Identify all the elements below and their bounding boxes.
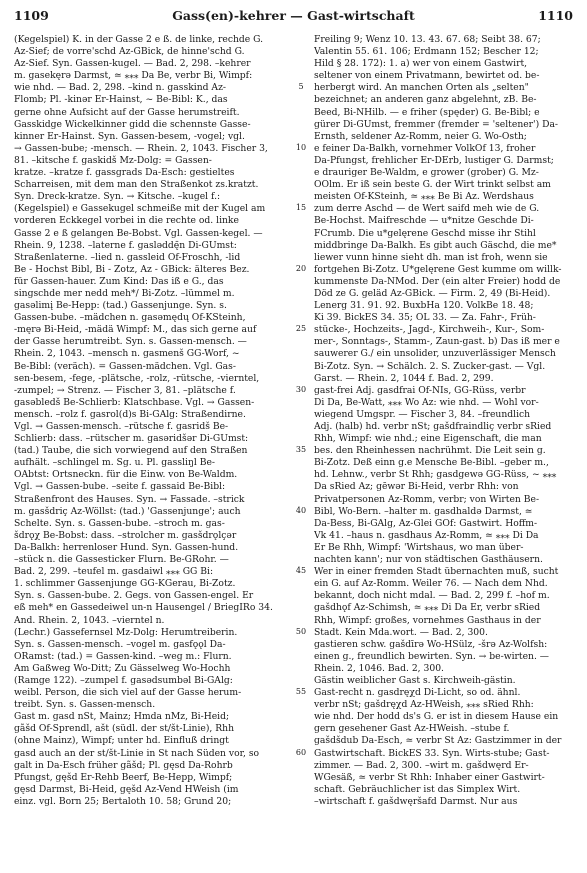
text-line: bes. den Rheinhessen nachrühmt. Die Leit sein g. — [314, 445, 546, 457]
text-line: gerne ohne Aufsicht auf der Gasse herumstreift. — [14, 106, 240, 118]
text-line: Be - Hochst Bibl, Bi - Zotz, Az - GBick: älteres Bez. — [14, 263, 250, 275]
text-line: 1. schlimmer Gassenjunge GG-KGerau, Bi-Zotz. — [14, 578, 236, 590]
line-number: 5 — [298, 82, 304, 92]
text-line: gast-frei Adj. gasdfrai Of-NIs, GG-Rüss, verbr — [314, 384, 526, 396]
text-line: OOlm. Er iß sein beste G. der Wirt trinkt selbst am — [314, 179, 551, 191]
text-line: Bad. 2, 299. –teufel m. gasdaiwl ⁎⁎⁎ GG Bi: — [14, 566, 214, 578]
text-line: bekannt, doch nicht mdal. — Bad. 2, 299 f. –hof m. — [314, 590, 550, 602]
text-line: Straßenfront des Hauses. Syn. → Fassade. –strick — [14, 493, 245, 505]
text-line: Da-Balkh: herrenloser Hund. Syn. Gassen-hund. — [14, 541, 239, 553]
line-number: 15 — [295, 203, 307, 213]
text-line: hd. Lehnw., verbr St Rhh; gasdgewə GG-Rüss, ~ ⁎⁎⁎ — [314, 469, 557, 481]
text-line: sen-besem, -fege, -plätsche, -rolz, -rütsche, -vierntel, — [14, 372, 260, 384]
text-line: einz. vgl. Born 25; Bertaloth 10. 58; Grund 20; — [14, 795, 232, 807]
text-line: e drauriger Be-Waldm, e grower (grober) G. Mz- — [314, 167, 539, 179]
text-line: Syn. Dreck-kratze. Syn. → Kitsche. –kugel f.: — [14, 191, 221, 203]
text-line: Di Da, Be-Watt, ⁎⁎⁎ Wo Az: wie nhd. — Wohl vor- — [314, 396, 539, 408]
text-line: Da-Pfungst, frehlicher Er-DErb, lustiger G. Darmst; — [314, 154, 554, 166]
text-line: Schelte. Syn. s. Gassen-bube. –stroch m. gas- — [14, 517, 225, 529]
text-line: gãšd Of-Sprendl, ašt (südl. der st/št-Linie), Rhh — [14, 723, 235, 735]
text-line: Gassen-bube. –mädchen n. gasəmędų Of-KSteinh, — [14, 312, 246, 324]
text-line: Da-Bess, Bi-GAlg, Az-Glei GOf: Gastwirt. Hoffm- — [314, 517, 538, 529]
text-line: kratze. –kratze f. gassgrads Da-Esch: gestieltes — [14, 167, 235, 179]
line-number: 35 — [295, 445, 307, 455]
text-line: sauwerer G./ ein unsolider, unzuverlässiger Mensch — [314, 348, 556, 360]
text-line: (Kegelspiel) e Gassekugel schmeiße mit der Kugel am — [14, 203, 266, 215]
text-line: Az-Sief; de vorre'schd Az-GBick, de hinne'schd G. — [14, 46, 245, 58]
text-line: Scharreisen, mit dem man den Straßenkot zs.kratzt. — [14, 179, 259, 191]
text-line: Gasse 2 e ß gelangen Be-Bobst. Vgl. Gassen-kegel. — — [14, 227, 263, 239]
text-line: -męrə Bi-Heid, -mädä Wimpf: M., das sich gerne auf — [14, 324, 257, 336]
right-column — [314, 34, 576, 808]
text-line: Beed, Bi-NHilb. — e friher (spęder) G. Be-Bibl; e — [314, 106, 540, 118]
line-number: 25 — [295, 324, 307, 334]
text-line: Da sRied Az; gēwər Bi-Heid, verbr Rhh: von — [314, 481, 519, 493]
line-number: 30 — [295, 384, 307, 394]
text-line: Er Be Rhh, Wimpf: 'Wirtshaus, wo man über- — [314, 541, 524, 553]
text-line: Vgl. → Gassen-mensch. –rütsche f. gasridš Be- — [14, 421, 229, 432]
text-line: middbringe Da-Balkh. Es gibt auch Gäschd, die me* — [314, 239, 557, 251]
text-line: Schlierb: dass. –rütscher m. gasəridšər Di-GUmst: — [14, 433, 249, 445]
text-line: weibl. Person, die sich viel auf der Gasse herum- — [14, 687, 242, 699]
text-line: für Gassen-hauer. Zum Kind: Das iß e G., das — [14, 275, 224, 287]
text-line: Bi-Zotz. Syn. → Schälch. 2. S. Zucker-gast. — Vgl. — [314, 360, 546, 372]
text-line: Be-Hochst. Maifreschde — u*nitze Geschde Di- — [314, 215, 534, 227]
text-line: m. gasšdriç Az-Wöllst: (tad.) 'Gassenjunge'; auch — [14, 505, 241, 517]
text-line: der Gasse herumtreibt. Syn. s. Gassen-mensch. — — [14, 336, 247, 348]
line-number: 60 — [295, 747, 307, 757]
text-line: gasəlimį Be-Hepp: (tad.) Gassenjunge. Syn. s. — [14, 300, 227, 312]
text-line: –stück n. die Gassesticker Flurn. Be-GRohr. — — [14, 554, 229, 566]
text-line: Gasskidge Wickelkinner gidd die schennste Gasse- — [14, 118, 251, 130]
text-line: ein G. auf Az-Romm. Weiler 76. — Nach dem Nhd. — [314, 578, 548, 590]
line-number: 50 — [295, 626, 307, 636]
text-line: Vgl. → Gassen-bube. –seite f. gassaid Be-Bibl: — [14, 481, 226, 493]
text-line: kummenste Da-NMod. Der (ein alter Freier) hodd de — [314, 275, 561, 287]
text-line: Rhh, Wimpf: großes, vornehmes Gasthaus in der — [314, 614, 541, 626]
text-line: kinner Er-Hainst. Syn. Gassen-besem, -vogel; vgl. — [14, 130, 245, 142]
text-line: vorderen Eckkegel vorbei in die rechte od. linke — [14, 215, 239, 227]
text-line: Privatpersonen Az-Romm, verbr; von Wirten Be- — [314, 493, 540, 505]
text-line: OAbtst: Ortsneckn. für die Einw. von Be-Waldm. — [14, 469, 238, 481]
text-line: Stadt. Kein Mda.wort. — Bad. 2, 300. — [314, 626, 488, 638]
text-line: Ki 39. BickES 34. 35; OL 33. — Za. Fahr-, Früh- — [314, 312, 536, 324]
page-number-left: 1109 — [14, 8, 49, 23]
line-number: 10 — [295, 142, 307, 152]
text-line: Rhh, Wimpf: wie nhd.; eine Eigenschaft, die man — [314, 433, 542, 445]
text-line: –wirtschaft f. gašdwęršafd Darmst. Nur aus — [314, 795, 518, 807]
text-line: wie nhd. Der hodd ds's G. er ist in diesem Hause ein — [314, 711, 559, 723]
text-line: Hild § 28. 172): 1. a) wer von einem Gastwirt, — [314, 58, 528, 70]
text-line: singschde mer nedd meh*/ Bi-Zotz. –lümmel m. — [14, 287, 235, 299]
text-line: galt in Da-Esch früher gãšd; Pl. gęsd Da-Rohrb — [14, 759, 233, 771]
text-line: Lenerg 31. 91. 92. BuxbHa 120. VolkBe 18. 48; — [314, 300, 534, 312]
text-line: (tad.) Taube, die sich vorwiegend auf den Straßen — [14, 445, 248, 457]
text-line: Rhein. 2, 1043. –mensch n. gasmenš GG-Worf, ~ — [14, 348, 240, 360]
text-line: Az-Sief. Syn. Gassen-kugel. — Bad. 2, 298. –kehrer — [14, 58, 251, 70]
text-line: herbergt wird. An manchen Orten als „selten" — [314, 82, 529, 94]
running-head-title: Gass(en)-kehrer — Gast-wirtschaft — [172, 8, 415, 23]
text-line: Bi-Zotz. Deß einn g.e Mensche Be-Bibl. –geber m., — [314, 457, 549, 469]
text-line: Syn. s. Gassen-mensch. –vogel m. gasfǫǫl Da- — [14, 638, 226, 650]
text-line: Rhein. 2, 1046. Bad. 2, 300. — [314, 662, 444, 674]
text-line: -zumpel; → Strenz. — Fischer 3, 81. –plätsche f. — [14, 384, 236, 396]
text-line: Bibl, Wo-Bern. –halter m. gasdhaldə Darmst, ≃ — [314, 505, 533, 517]
text-line: Död ze G. geläd Az-GBick. — Firm. 2, 49 (Bi-Heid). — [314, 287, 551, 299]
text-line: Gast m. gasd nSt, Mainz; Hmda nMz, Bi-Heid; — [14, 711, 230, 723]
text-line: Rhein. 9, 1238. –laterne f. gasləddę̄n Di-GUmst: — [14, 239, 237, 251]
text-line: gastieren schw. gašdīrə Wo-HSülz, -šrə Az-Wolfsh: — [314, 638, 548, 650]
text-line: bezeichnet; an anderen ganz abgelehnt, zB. Be- — [314, 94, 537, 106]
text-line: gašdhǫf Az-Schimsh, ≃ ⁎⁎⁎ Di Da Er, verbr sRied — [314, 602, 541, 614]
text-line: m. gasekęrə Darmst, ≃ ⁎⁎⁎ Da Be, verbr Bi, Wimpf: — [14, 70, 253, 82]
text-line: Gastwirtschaft. BickES 33. Syn. Wirts-stube; Gast- — [314, 747, 550, 759]
line-number: 45 — [295, 566, 307, 576]
text-line: eß meh* en Gassedeiwel un-n Hausengel / BriegIRo 34. — [14, 602, 273, 614]
text-line: Vk 41. –haus n. gasdhaus Az-Romm, ≃ ⁎⁎⁎ Di Da — [314, 529, 539, 541]
text-line: gašdšdub Da-Esch, ≃ verbr St Az: Gastzimmer in der — [314, 735, 562, 747]
text-line: gern gesehener Gast Az-HWeish. –stube f. — [314, 723, 510, 735]
text-line: gęsd Darmst, Bi-Heid, gęšd Az-Vend HWeish (im — [14, 783, 239, 795]
text-line: Garst. — Rhein. 2, 1044 f. Bad. 2, 299. — [314, 372, 494, 384]
text-line: Freiling 9; Wenz 10. 13. 43. 67. 68; Seibt 38. 67; — [314, 34, 541, 45]
text-line: Flomb; Pl. -kinər Er-Hainst, ~ Be-Bibl: K., das — [14, 94, 228, 106]
text-line: Straßenlaterne. –lied n. gassleid Of-Froschh, -lid — [14, 251, 241, 263]
text-line: WGesäß, ≃ verbr St Rhh: Inhaber einer Gastwirt- — [314, 771, 545, 783]
text-line: mensch. –rolz f. gasrol(d)s Bi-GAlg: Straßendirne. — [14, 408, 246, 420]
text-line: Valentin 55. 61. 106; Erdmann 152; Bescher 12; — [314, 46, 539, 58]
text-line: zum derre Aschd — de Wert saifd meh wie de G. — [314, 203, 540, 215]
text-line: wie nhd. — Bad. 2, 298. –kind n. gasskind Az- — [14, 82, 227, 94]
text-line: fortgehen Bi-Zotz. U*gelęrene Gest kumme om willk- — [314, 263, 562, 275]
text-line: FCrumb. Die u*gelęrene Geschd misse ihr Stihl — [314, 227, 536, 239]
text-line: meisten Of-KSteinh, ≃ ⁎⁎⁎ Be Bi Az. Werdshaus — [314, 191, 534, 203]
text-line: gasəbledš Be-Schlierb: Klatschbase. Vgl. → Gassen- — [14, 396, 255, 408]
text-line: Ernsth, seldener Az-Romm, neier G. Wo-Osth; — [314, 130, 527, 142]
text-line: (Ramge 122). –zumpel f. gasədsumbəl Bi-GAlg: — [14, 674, 233, 686]
text-line: seltener von einem Privatmann, bewirtet od. be- — [314, 70, 540, 82]
text-line: wiegend Umgspr. — Fischer 3, 84. –freundlich — [314, 408, 531, 420]
text-line: Syn. s. Gassen-bube. 2. Gegs. von Gassen-engel. Er — [14, 590, 254, 602]
text-line: ORamst: (tad.) = Gassen-kind. –weg m.: Flurn. — [14, 650, 232, 662]
text-line: aufhält. –schlingel m. Sg. u. Pl. gassliŋl Be- — [14, 457, 216, 469]
text-line: verbr nSt; gašdręχd Az-HWeish, ⁎⁎⁎ sRied Rhh: — [314, 699, 534, 711]
text-line: gasd auch an der st/št-Linie in St nach Süden vor, so — [14, 747, 260, 759]
text-line: einen g., freundlich bewirten. Syn. → be-wirten. — — [314, 650, 549, 662]
text-line: zimmer. — Bad. 2, 300. –wirt m. gašdwęrd Er- — [314, 759, 529, 771]
text-line: Pfungst, gęšd Er-Rehb Beerf, Be-Hepp, Wimpf; — [14, 771, 233, 783]
text-line: liewer vunn hinne sieht dh. man ist froh, wenn sie — [314, 251, 548, 263]
text-line: (Kegelspiel) K. in der Gasse 2 e ß. de linke, rechde G. — [14, 34, 264, 45]
text-line: Wer in einer fremden Stadt übernachten muß, sucht — [314, 566, 559, 578]
text-line: (ohne Mainz), Wimpf; unter hd. Einfluß dringt — [14, 735, 229, 747]
text-line: e feiner Da-Balkh, vornehmer VolkOf 13, froher — [314, 142, 536, 154]
left-column — [14, 34, 288, 808]
text-line: Be-Bibl: (veräch). = Gassen-mädchen. Vgl. Gas- — [14, 360, 236, 372]
text-line: schaft. Gebräuchlicher ist das Simplex Wirt. — [314, 783, 521, 795]
text-line: šdrǫχ Be-Bobst: dass. –strolcher m. gasšdrǫlçər — [14, 529, 237, 541]
text-line: Am Gaßweg Wo-Ditt; Zu Gässelweg Wo-Hochh — [14, 662, 231, 674]
line-number: 20 — [295, 263, 307, 273]
line-number: 55 — [295, 687, 307, 697]
page-number-right: 1110 — [538, 8, 573, 23]
text-line: And. Rhein. 2, 1043. –vierntel n. — [14, 614, 165, 626]
text-line: gürer Di-GUmst, fremmer (fremder = 'seltener') Da- — [314, 118, 559, 130]
line-number: 40 — [295, 505, 307, 515]
text-line: treibt. Syn. s. Gassen-mensch. — [14, 699, 156, 711]
text-line: mer-, Sonntags-, Stamm-, Zaun-gast. b) Das iß mer e — [314, 336, 560, 348]
text-line: → Gassen-bube; -mensch. — Rhein. 2, 1043. Fischer 3, — [14, 142, 268, 154]
text-line: Adj. (halb) hd. verbr nSt; gašdfraindliç verbr sRied — [314, 421, 552, 432]
running-header — [14, 8, 573, 26]
text-line: (Lechr.) Gassefernsel Mz-Dolg: Herumtreiberin. — [14, 626, 238, 638]
text-line: nachten kann'; nur von städtischen Gasthäusern. — [314, 554, 543, 566]
text-line: Gästin weiblicher Gast s. Kirchweih-gästin. — [314, 674, 516, 686]
text-line: stücke-, Hochzeits-, Jagd-, Kirchweih-, Kur-, Som- — [314, 324, 545, 336]
text-line: Gast-recht n. gasdręχd Di-Licht, so od. ähnl. — [314, 687, 521, 699]
text-line: 81. –kitsche f. gaskidš Mz-Dolg: = Gassen- — [14, 154, 212, 166]
